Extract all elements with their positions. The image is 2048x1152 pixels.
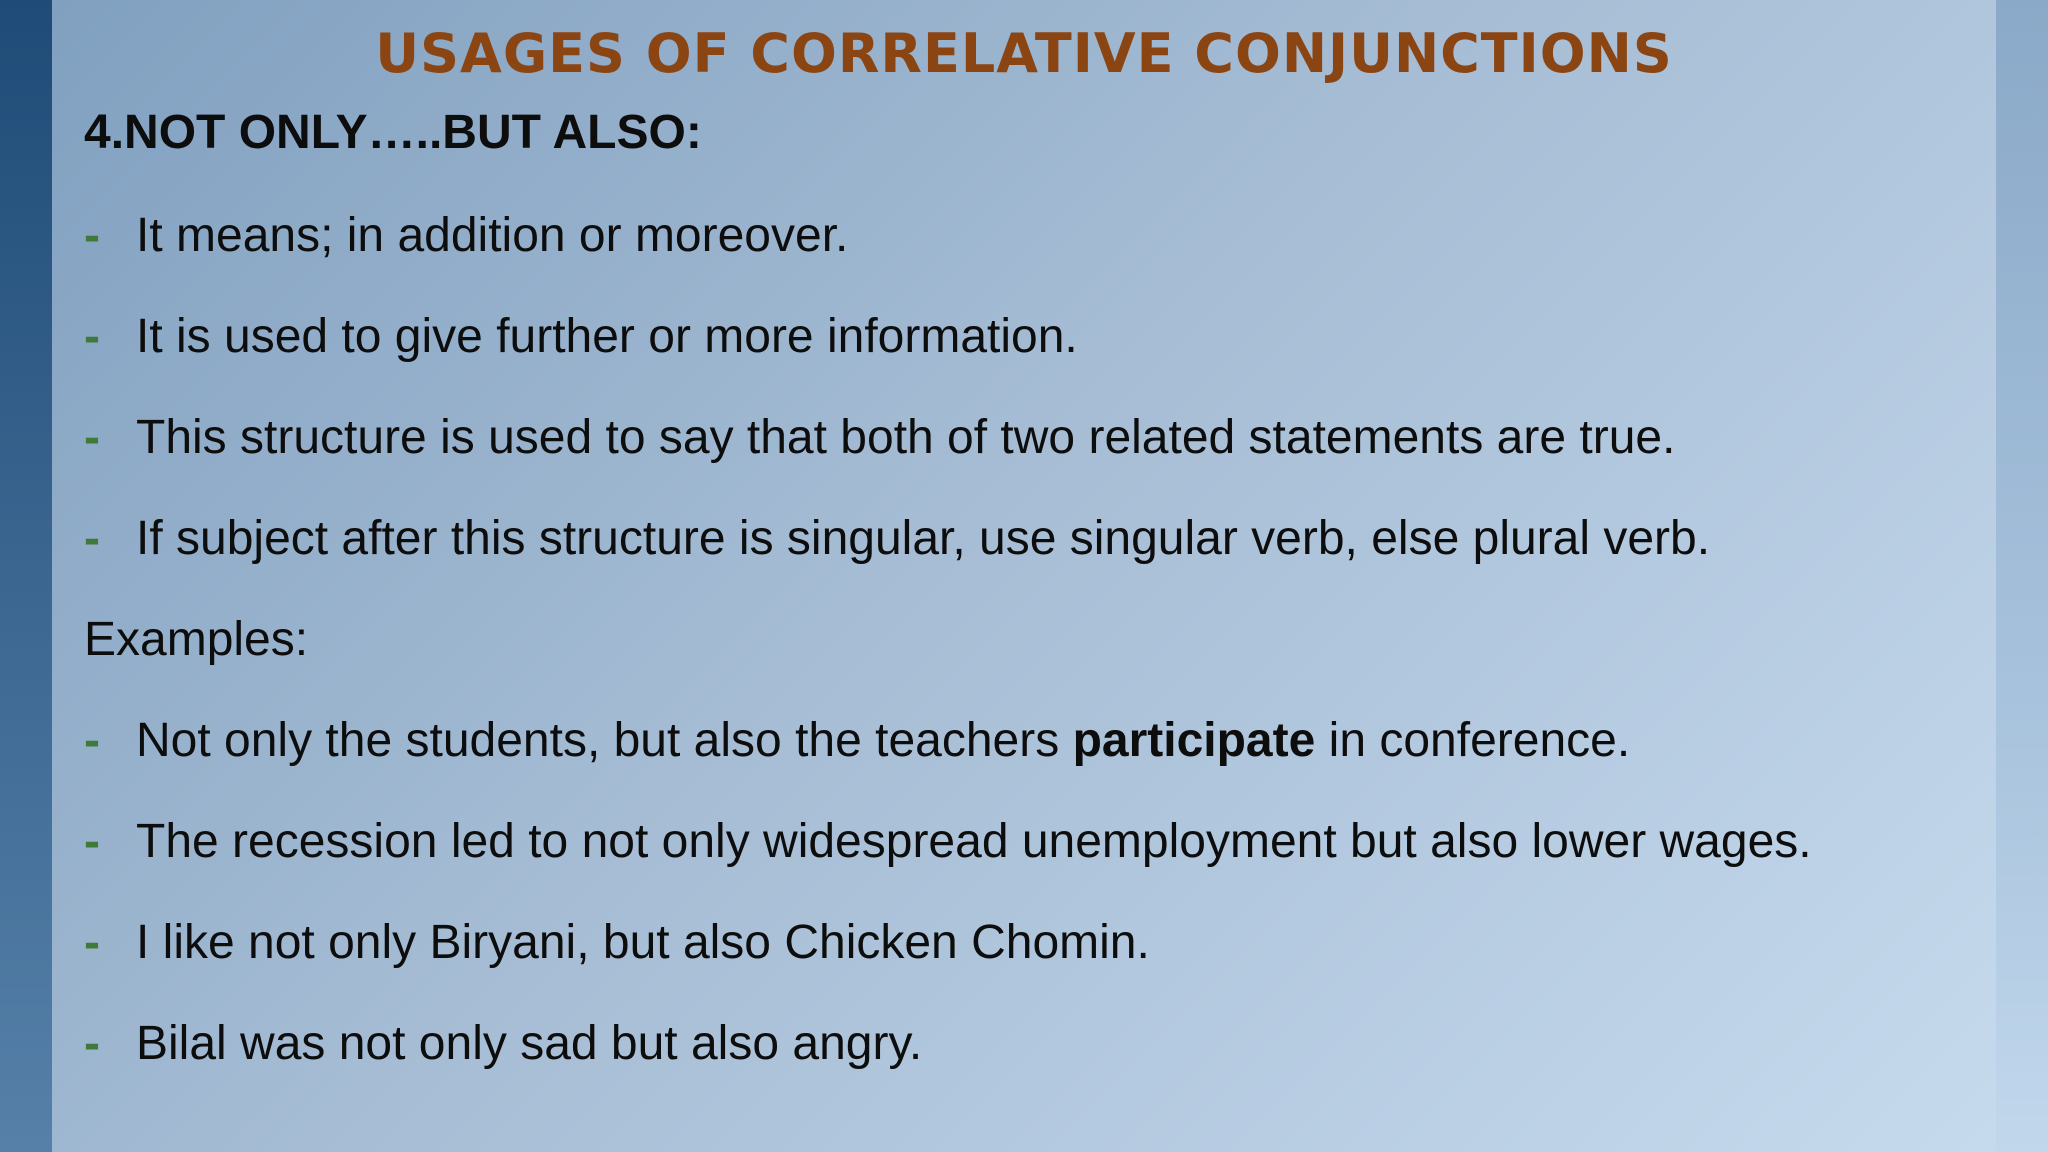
point-3 (84, 410, 1675, 466)
bullet-dash: - (84, 411, 100, 464)
bullet-dash: - (84, 916, 100, 969)
point-text: It means; in addition or moreover. (136, 209, 849, 262)
examples-label: Examples: (84, 613, 309, 666)
point-4 (84, 511, 1710, 567)
example-bold-word: participate (1072, 714, 1316, 767)
example-3 (84, 915, 1150, 971)
example-2 (84, 814, 1812, 870)
slide-title: USAGES OF CORRELATIVE CONJUNCTIONS (375, 22, 1673, 85)
point-1 (84, 208, 848, 264)
bullet-dash: - (84, 815, 100, 868)
example-4 (84, 1016, 922, 1072)
point-text: If subject after this structure is singular, use singular verb, else plural verb. (136, 512, 1711, 565)
example-text-end: in conference. (1315, 714, 1631, 767)
point-text: This structure is used to say that both of two related statements are true. (136, 411, 1676, 464)
example-text-start: Not only the students, but also the teachers (136, 714, 1073, 767)
example-text: The recession led to not only widespread unemployment but also lower wages. (136, 815, 1812, 868)
example-text: Bilal was not only sad but also angry. (136, 1017, 923, 1070)
point-2 (84, 309, 1078, 365)
bullet-dash: - (84, 1017, 100, 1070)
left-decorative-bar (0, 0, 52, 1152)
bullet-dash: - (84, 209, 100, 262)
section-heading: 4.NOT ONLY…..BUT ALSO: (84, 106, 702, 159)
right-decorative-bar (1996, 0, 2048, 1152)
bullet-dash: - (84, 310, 100, 363)
example-1 (84, 713, 1630, 769)
example-text: I like not only Biryani, but also Chicken Chomin. (136, 916, 1150, 969)
bullet-dash: - (84, 714, 100, 767)
bullet-dash: - (84, 512, 100, 565)
point-text: It is used to give further or more information. (136, 310, 1078, 363)
